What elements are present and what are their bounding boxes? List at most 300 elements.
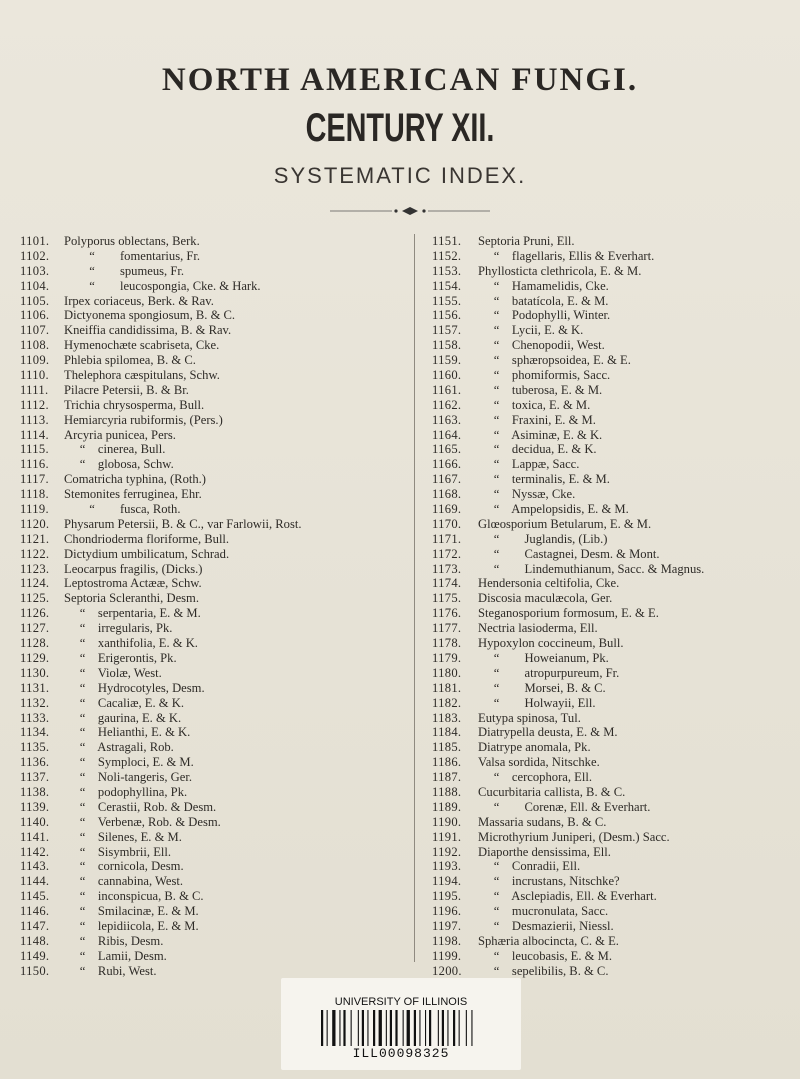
entry-number: 1145. [20,889,50,904]
index-entry [432,383,800,398]
species-name: “ Lycii, E. & K. [478,323,584,338]
entry-number: 1188. [432,784,462,799]
index-entry [20,502,400,517]
index-entry [432,725,800,740]
species-name: “ Howeianum, Pk. [478,650,609,665]
species-name: “ irregularis, Pk. [64,621,173,636]
species-name: Leptostroma Actææ, Schw. [64,576,202,591]
index-entry [432,949,800,964]
entry-number: 1192. [432,844,462,859]
entry-number: 1198. [432,933,462,948]
entry-number: 1131. [20,680,50,695]
index-entry [432,815,800,830]
entry-number: 1151. [432,234,462,248]
index-entry [20,383,400,398]
species-name: Physarum Petersii, B. & C., var Farlowii, Rost. [64,516,302,531]
species-name: “ Lindemuthianum, Sacc. & Magnus. [478,561,705,576]
index-entry [20,830,400,845]
index-entry [20,800,400,815]
entry-number: 1137. [20,770,50,785]
index-entry [432,681,800,696]
entry-number: 1140. [20,814,50,829]
index-entry [20,547,400,562]
species-name: “ fomentarius, Fr. [64,248,201,263]
species-name: “ leucobasis, E. & M. [478,948,612,963]
entry-number: 1149. [20,948,50,963]
species-name: “ batatícola, E. & M. [478,293,609,308]
entry-number: 1105. [20,293,50,308]
species-name: “ fusca, Roth. [64,502,181,517]
index-entry [20,249,400,264]
index-entry [20,681,400,696]
entry-number: 1112. [20,397,49,412]
entry-number: 1146. [20,904,50,919]
entry-number: 1189. [432,799,462,814]
entry-number: 1175. [432,591,462,606]
species-name: “ Astragali, Rob. [64,740,174,755]
entry-number: 1190. [432,814,462,829]
index-entry [20,889,400,904]
species-name: “ leucospongia, Cke. & Hark. [64,278,261,293]
index-entry [20,740,400,755]
entry-number: 1106. [20,308,50,323]
entry-number: 1138. [20,784,50,799]
index-entry [432,874,800,889]
entry-number: 1128. [20,636,50,651]
entry-number: 1116. [20,457,49,472]
species-name: Chondrioderma floriforme, Bull. [64,531,230,546]
index-entry [432,964,800,979]
index-entry [20,279,400,294]
entry-number: 1154. [432,278,462,293]
species-name: “ Desmazierii, Niessl. [478,918,614,933]
entry-number: 1181. [432,680,462,695]
entry-number: 1134. [20,725,50,740]
index-entry [20,532,400,547]
entry-number: 1155. [432,293,462,308]
index-entry [20,338,400,353]
entry-number: 1103. [20,263,50,278]
species-name: Septoria Pruni, Ell. [478,234,575,248]
species-name: “ Silenes, E. & M. [64,829,182,844]
index-entry [20,621,400,636]
entry-number: 1158. [432,338,462,353]
column-divider [414,234,415,962]
index-column-right [432,234,800,979]
index-entry [20,651,400,666]
entry-number: 1185. [432,740,462,755]
index-entry [20,368,400,383]
species-name: Leocarpus fragilis, (Dicks.) [64,561,203,576]
index-entry [432,502,800,517]
index-entry [432,889,800,904]
index-entry [432,517,800,532]
entry-number: 1120. [20,516,50,531]
index-entry [20,591,400,606]
species-name: “ Asclepiadis, Ell. & Everhart. [478,889,657,904]
index-entry [432,323,800,338]
species-name: Hemiarcyria rubiformis, (Pers.) [64,412,223,427]
entry-number: 1104. [20,278,50,293]
species-name: “ Sisymbrii, Ell. [64,844,172,859]
institution-name: UNIVERSITY OF ILLINOIS [334,996,468,1008]
species-name: Hendersonia celtifolia, Cke. [478,576,620,591]
species-name: Hypoxylon coccineum, Bull. [478,636,624,651]
entry-number: 1108. [20,338,50,353]
index-entry [432,487,800,502]
species-name: “ flagellaris, Ellis & Everhart. [478,248,655,263]
index-entry [20,576,400,591]
entry-number: 1187. [432,770,462,785]
species-name: “ cornicola, Desm. [64,859,184,874]
species-name: “ decidua, E. & K. [478,442,597,457]
species-name: “ Nyssæ, Cke. [478,487,576,502]
barcode-label [281,978,521,1070]
index-entry [432,457,800,472]
index-entry [20,472,400,487]
index-entry [432,442,800,457]
entry-number: 1136. [20,755,50,770]
species-name: “ serpentaria, E. & M. [64,606,201,621]
species-name: “ cannabina, West. [64,874,184,889]
index-entry [20,755,400,770]
species-name: “ incrustans, Nitschke? [478,874,620,889]
entry-number: 1150. [20,963,50,978]
entry-number: 1196. [432,904,462,919]
species-name: “ Violæ, West. [64,665,162,680]
species-name: “ Smilacinæ, E. & M. [64,904,199,919]
species-name: “ Holwayii, Ell. [478,695,596,710]
species-name: “ Cacaliæ, E. & K. [64,695,184,710]
species-name: Sphæria albocincta, C. & E. [478,933,619,948]
index-entry [20,442,400,457]
species-name: “ phomiformis, Sacc. [478,368,611,383]
index-entry [432,264,800,279]
entry-number: 1101. [20,234,50,248]
entry-number: 1135. [20,740,50,755]
species-name: “ Lamii, Desm. [64,948,167,963]
species-name: Diatrypella deusta, E. & M. [478,725,618,740]
species-name: Arcyria punicea, Pers. [64,427,176,442]
entry-number: 1144. [20,874,50,889]
species-name: “ Podophylli, Winter. [478,308,611,323]
index-entry [432,696,800,711]
index-entry [432,859,800,874]
species-name: “ Castagnei, Desm. & Mont. [478,546,660,561]
species-name: “ gaurina, E. & K. [64,710,182,725]
species-name: Comatricha typhina, (Roth.) [64,472,206,487]
index-entry [432,576,800,591]
entry-number: 1127. [20,621,50,636]
species-name: Cucurbitaria callista, B. & C. [478,784,626,799]
species-name: Massaria sudans, B. & C. [478,814,607,829]
species-name: Phlebia spilomea, B. & C. [64,353,196,368]
index-entry [432,711,800,726]
species-name: “ mucronulata, Sacc. [478,904,609,919]
entry-number: 1123. [20,561,50,576]
entry-number: 1139. [20,799,50,814]
species-name: “ spumeus, Fr. [64,263,184,278]
barcode-icon [321,1010,481,1046]
entry-number: 1184. [432,725,462,740]
species-name: “ Lappæ, Sacc. [478,457,580,472]
entry-number: 1114. [20,427,49,442]
index-entry [432,294,800,309]
index-entry [20,606,400,621]
entry-number: 1177. [432,621,462,636]
index-entry [432,547,800,562]
species-name: “ Juglandis, (Lib.) [478,531,608,546]
index-entry [20,845,400,860]
species-name: “ Helianthi, E. & K. [64,725,191,740]
ornament-divider-icon [330,204,490,218]
index-entry [20,696,400,711]
index-entry [432,904,800,919]
entry-number: 1142. [20,844,50,859]
species-name: Nectria lasioderma, Ell. [478,621,598,636]
entry-number: 1197. [432,918,462,933]
entry-number: 1163. [432,412,462,427]
entry-number: 1166. [432,457,462,472]
index-entry [20,353,400,368]
entry-number: 1133. [20,710,50,725]
species-name: Dictydium umbilicatum, Schrad. [64,546,230,561]
index-entry [432,591,800,606]
species-name: “ Asiminæ, E. & K. [478,427,603,442]
index-entry [432,755,800,770]
index-entry [20,323,400,338]
species-name: “ Rubi, West. [64,963,157,978]
species-name: Diatrype anomala, Pk. [478,740,591,755]
species-name: “ sphæropsoidea, E. & E. [478,353,631,368]
species-name: “ Hydrocotyles, Desm. [64,680,205,695]
index-entry [20,815,400,830]
index-entry [20,785,400,800]
index-entry [20,874,400,889]
index-entry [20,294,400,309]
entry-number: 1126. [20,606,50,621]
species-name: “ Fraxini, E. & M. [478,412,596,427]
entry-number: 1169. [432,502,462,517]
index-entry [20,398,400,413]
species-name: Microthyrium Juniperi, (Desm.) Sacc. [478,829,670,844]
species-name: Pilacre Petersii, B. & Br. [64,382,189,397]
entry-number: 1118. [20,487,49,502]
entry-number: 1172. [432,546,462,561]
index-entry [432,830,800,845]
index-entry [432,740,800,755]
index-entry [432,353,800,368]
entry-number: 1159. [432,353,462,368]
species-name: “ Ribis, Desm. [64,933,164,948]
species-name: “ Cerastii, Rob. & Desm. [64,799,217,814]
species-name: “ lepidiicola, E. & M. [64,918,199,933]
index-entry [432,308,800,323]
entry-number: 1102. [20,248,50,263]
index-entry [20,457,400,472]
entry-number: 1109. [20,353,50,368]
entry-number: 1147. [20,918,50,933]
species-name: “ toxica, E. & M. [478,397,591,412]
page-title: NORTH AMERICAN FUNGI. [161,62,639,98]
entry-number: 1176. [432,606,462,621]
species-name: “ Corenæ, Ell. & Everhart. [478,799,651,814]
species-name: “ Symploci, E. & M. [64,755,194,770]
index-entry [432,428,800,443]
entry-number: 1122. [20,546,50,561]
species-name: Polyporus oblectans, Berk. [64,234,200,248]
species-name: Discosia maculæcola, Ger. [478,591,613,606]
entry-number: 1121. [20,531,50,546]
entry-number: 1119. [20,502,49,517]
species-name: “ xanthifolia, E. & K. [64,636,198,651]
index-entry [432,279,800,294]
species-name: Septoria Scleranthi, Desm. [64,591,200,606]
species-name: “ Hamamelidis, Cke. [478,278,609,293]
species-name: “ sepelibilis, B. & C. [478,963,609,978]
species-name: “ tuberosa, E. & M. [478,382,603,397]
index-entry [432,785,800,800]
index-entry [432,562,800,577]
entry-number: 1179. [432,650,462,665]
index-entry [432,368,800,383]
entry-number: 1110. [20,368,49,383]
index-entry [20,904,400,919]
entry-number: 1117. [20,472,49,487]
entry-number: 1148. [20,933,50,948]
species-name: Phyllosticta clethricola, E. & M. [478,263,642,278]
species-name: Kneiffia candidissima, B. & Rav. [64,323,232,338]
entry-number: 1182. [432,695,462,710]
entry-number: 1160. [432,368,462,383]
index-entry [20,308,400,323]
species-name: “ terminalis, E. & M. [478,472,610,487]
species-name: Eutypa spinosa, Tul. [478,710,581,725]
entry-number: 1191. [432,829,462,844]
index-entry [432,621,800,636]
index-entry [20,949,400,964]
species-name: “ globosa, Schw. [64,457,174,472]
species-name: “ Erigerontis, Pk. [64,650,177,665]
index-entry [20,428,400,443]
species-name: “ atropurpureum, Fr. [478,665,620,680]
species-name: Diaporthe densissima, Ell. [478,844,611,859]
index-entry [432,651,800,666]
species-name: “ Chenopodii, West. [478,338,605,353]
species-name: “ cercophora, Ell. [478,770,592,785]
index-entry [20,413,400,428]
entry-number: 1180. [432,665,462,680]
entry-number: 1156. [432,308,462,323]
entry-number: 1167. [432,472,462,487]
index-entry [20,964,400,979]
index-entry [20,770,400,785]
index-entry [432,249,800,264]
index-entry [432,666,800,681]
entry-number: 1153. [432,263,462,278]
entry-number: 1162. [432,397,462,412]
index-entry [432,919,800,934]
index-column-left [20,234,400,979]
index-entry [20,934,400,949]
index-entry [20,264,400,279]
entry-number: 1124. [20,576,50,591]
entry-number: 1186. [432,755,462,770]
index-entry [432,234,800,249]
entry-number: 1165. [432,442,462,457]
entry-number: 1161. [432,382,462,397]
species-name: “ cinerea, Bull. [64,442,166,457]
index-entry [20,711,400,726]
index-entry [432,770,800,785]
entry-number: 1157. [432,323,462,338]
species-name: “ Morsei, B. & C. [478,680,606,695]
index-entry [432,800,800,815]
entry-number: 1183. [432,710,462,725]
barcode-number: ILL00098325 [352,1046,450,1061]
species-name: “ Noli-tangeris, Ger. [64,770,193,785]
species-name: Stemonites ferruginea, Ehr. [64,487,202,502]
species-name: Dictyonema spongiosum, B. & C. [64,308,236,323]
entry-number: 1178. [432,636,462,651]
species-name: Hymenochæte scabriseta, Cke. [64,338,220,353]
entry-number: 1132. [20,695,50,710]
species-name: “ podophyllina, Pk. [64,784,188,799]
species-name: Irpex coriaceus, Berk. & Rav. [64,293,214,308]
index-entry [432,472,800,487]
index-entry [432,636,800,651]
index-entry [20,666,400,681]
index-entry [432,845,800,860]
entry-number: 1125. [20,591,50,606]
entry-number: 1152. [432,248,462,263]
index-entry [20,636,400,651]
entry-number: 1129. [20,650,50,665]
entry-number: 1193. [432,859,462,874]
entry-number: 1173. [432,561,462,576]
entry-number: 1115. [20,442,49,457]
entry-number: 1194. [432,874,462,889]
entry-number: 1130. [20,665,50,680]
entry-number: 1143. [20,859,50,874]
entry-number: 1113. [20,412,49,427]
species-name: Glœosporium Betularum, E. & M. [478,516,652,531]
index-entry [432,338,800,353]
species-name: “ Conradii, Ell. [478,859,581,874]
entry-number: 1171. [432,531,462,546]
species-name: “ inconspicua, B. & C. [64,889,204,904]
index-entry [20,487,400,502]
entry-number: 1164. [432,427,462,442]
century-heading: CENTURY XII. [305,106,495,150]
entry-number: 1174. [432,576,462,591]
entry-number: 1195. [432,889,462,904]
entry-number: 1199. [432,948,462,963]
index-entry [432,532,800,547]
index-entry [432,398,800,413]
index-entry [432,934,800,949]
entry-number: 1170. [432,516,462,531]
entry-number: 1141. [20,829,50,844]
species-name: “ Verbenæ, Rob. & Desm. [64,814,221,829]
species-name: Valsa sordida, Nitschke. [478,755,600,770]
entry-number: 1168. [432,487,462,502]
index-entry [20,562,400,577]
index-entry [20,517,400,532]
species-name: Thelephora cæspitulans, Schw. [64,368,220,383]
species-name: “ Ampelopsidis, E. & M. [478,502,629,517]
index-entry [20,919,400,934]
